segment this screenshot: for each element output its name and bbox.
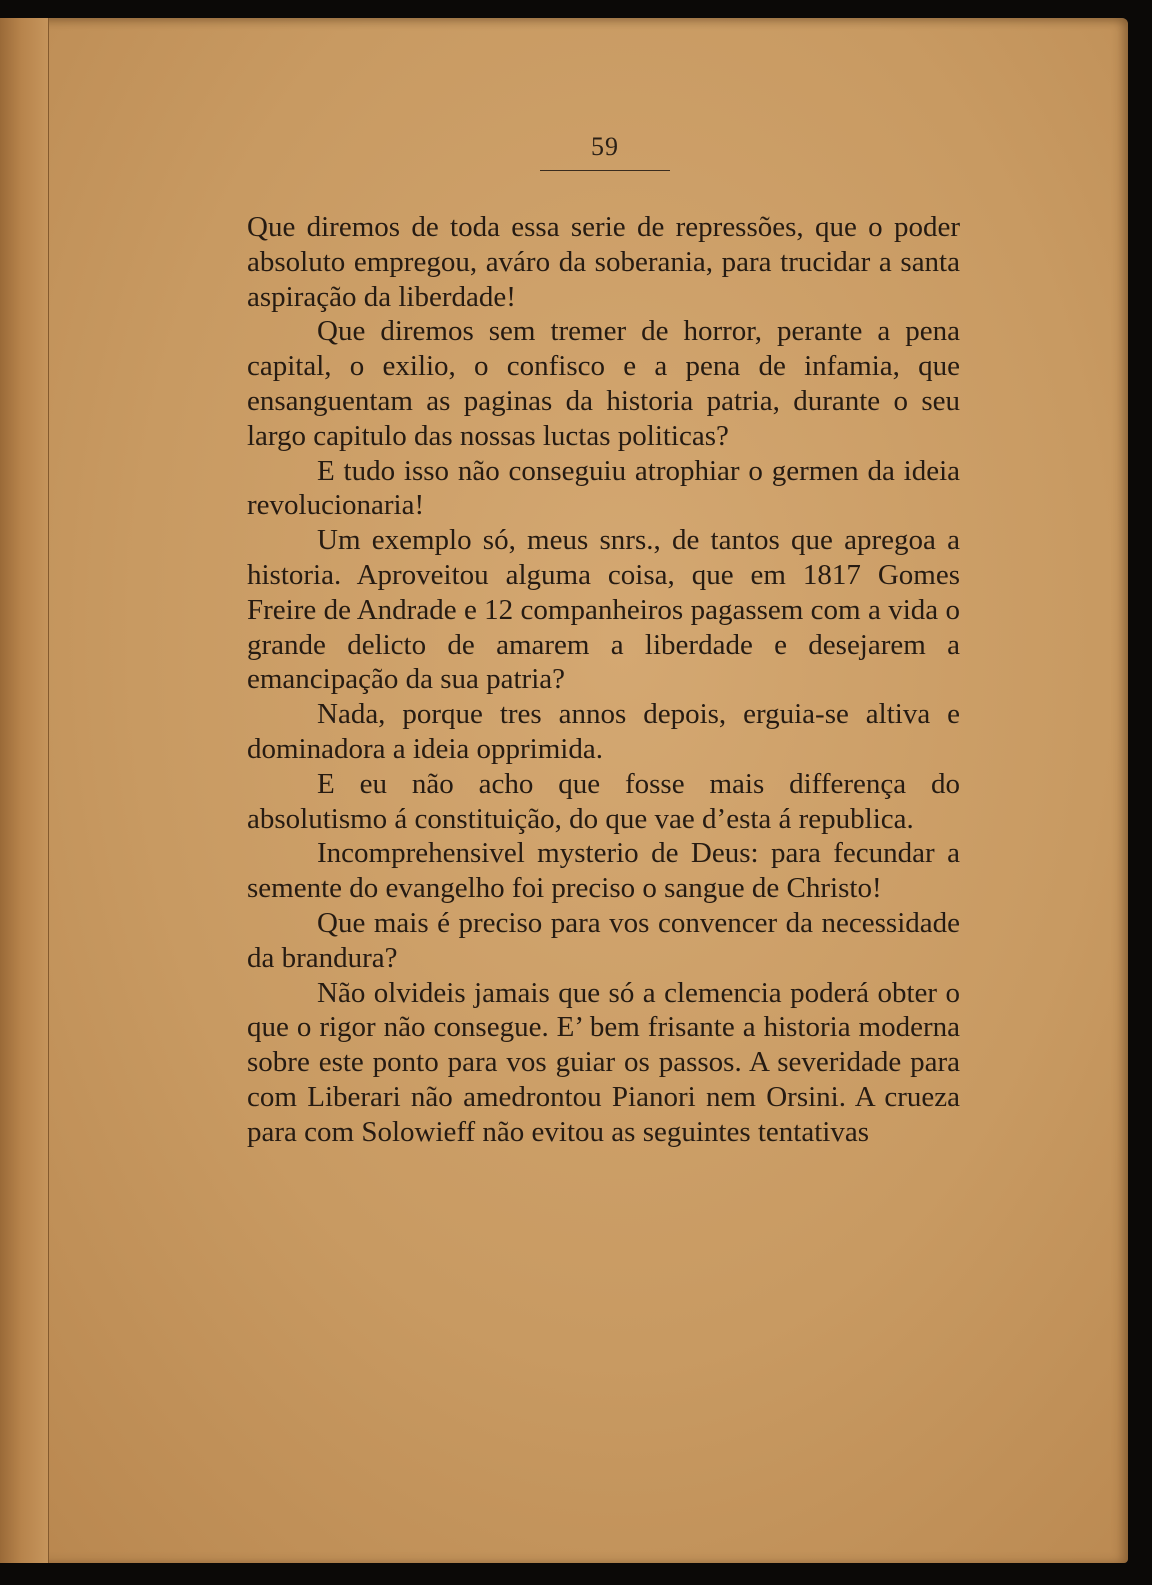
paragraph-3: E tudo isso não conseguiu atrophiar o germen da ideia revolucionaria! xyxy=(247,454,960,522)
body-text xyxy=(247,210,960,1150)
paragraph-7: Incomprehensivel mysterio de Deus: para fecundar a semente do evangelho foi preciso o sangue de Christo! xyxy=(247,837,960,905)
paragraph-2: Que diremos sem tremer de horror, perante a pena capital, o exilio, o confisco e a pena de infamia, que ensanguentam as paginas da historia patria, durante o seu largo capitulo das nossas luctas politicas? xyxy=(247,315,960,452)
paragraph-5: Nada, porque tres annos depois, erguia-se altiva e dominadora a ideia opprimida. xyxy=(247,698,960,765)
paragraph-4: Um exemplo só, meus snrs., de tantos que apregoa a historia. Aproveitou alguma coisa, que em 1817 Gomes Freire de Andrade e 12 companheiros pagassem com a vida o grande delicto de amarem a liberdade e desejarem a emancipação da sua patria? xyxy=(247,524,960,696)
page-number: 59 xyxy=(591,132,619,161)
paragraph-8: Que mais é preciso para vos convencer da necessidade da brandura? xyxy=(247,906,960,974)
paragraph-6: E eu não acho que fosse mais differença do absolutismo á constituição, do que vae d’esta á republica. xyxy=(247,767,960,835)
header-rule xyxy=(540,170,670,171)
paragraph-1: Que diremos de toda essa serie de repressões, que o poder absoluto empregou, aváro da soberania, para trucidar a santa aspiração da liberdade! xyxy=(247,211,960,313)
page-spine-edge xyxy=(0,18,49,1563)
paragraph-9: Não olvideis jamais que só a clemencia poderá obter o que o rigor não consegue. E’ bem frisante a historia moderna sobre este ponto para vos guiar os passos. A severidade para com Liberari não amedrontou Pianori nem Orsini. A crueza para com Solowieff não evitou as seguintes tentativas xyxy=(247,976,960,1148)
